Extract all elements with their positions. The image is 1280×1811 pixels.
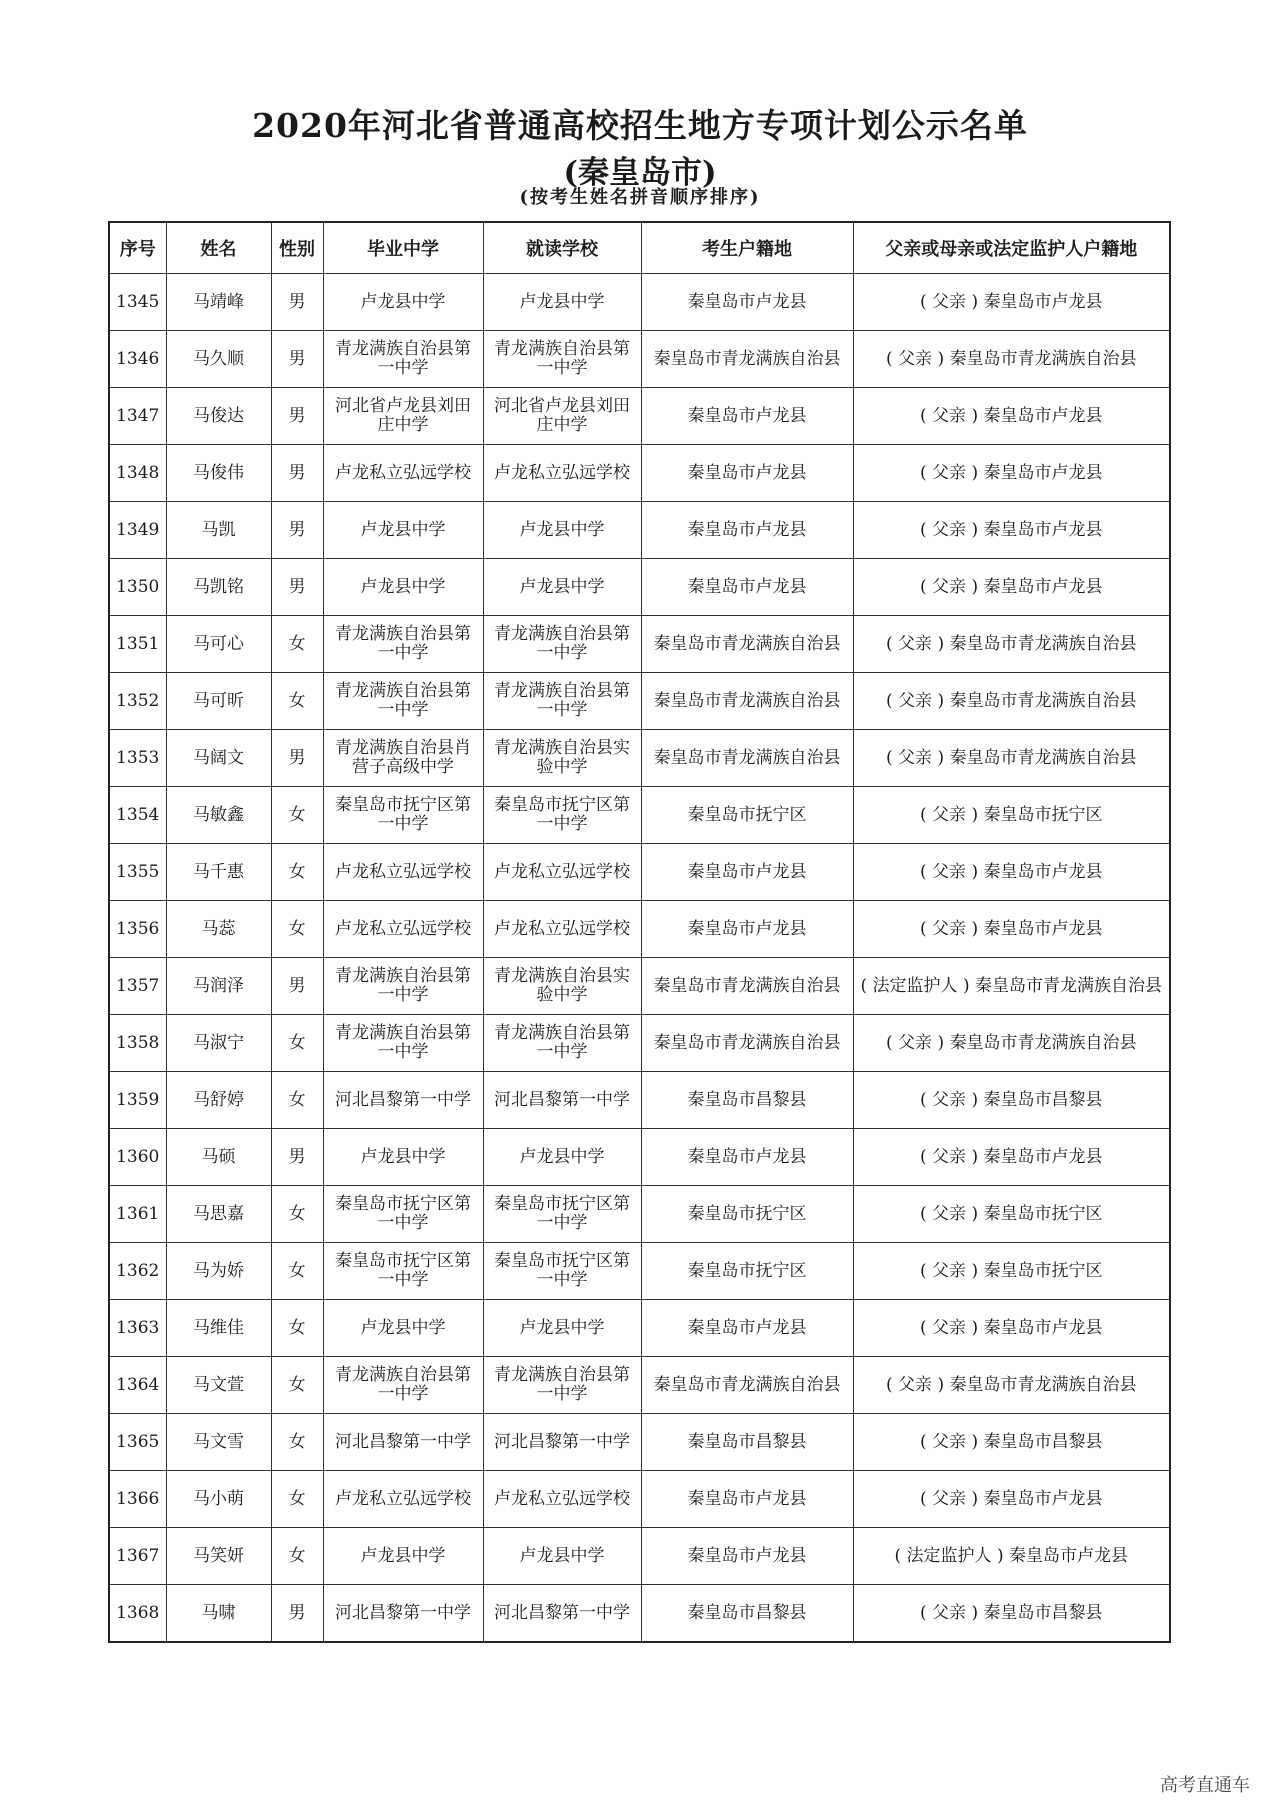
cell-current-school: 卢龙私立弘远学校 <box>483 901 641 958</box>
cell-guardian-hukou: ( 父亲 ) 秦皇岛市青龙满族自治县 <box>853 1015 1170 1072</box>
table-row <box>109 559 1170 616</box>
cell-current-school: 卢龙私立弘远学校 <box>483 844 641 901</box>
cell-guardian-hukou: ( 父亲 ) 秦皇岛市昌黎县 <box>853 1414 1170 1471</box>
cell-student-hukou: 秦皇岛市卢龙县 <box>641 901 853 958</box>
cell-student-hukou: 秦皇岛市青龙满族自治县 <box>641 1357 853 1414</box>
cell-name: 马文雪 <box>166 1414 271 1471</box>
cell-gender: 女 <box>271 1471 323 1528</box>
cell-gender: 女 <box>271 673 323 730</box>
cell-grad-school: 青龙满族自治县第一中学 <box>323 1015 483 1072</box>
cell-no: 1366 <box>109 1471 166 1528</box>
cell-student-hukou: 秦皇岛市卢龙县 <box>641 1129 853 1186</box>
cell-no: 1349 <box>109 502 166 559</box>
table-row <box>109 844 1170 901</box>
cell-current-school: 青龙满族自治县第一中学 <box>483 616 641 673</box>
cell-name: 马思嘉 <box>166 1186 271 1243</box>
table-row <box>109 1015 1170 1072</box>
watermark-text: 高考直通车 <box>1160 1775 1250 1796</box>
cell-guardian-hukou: ( 父亲 ) 秦皇岛市卢龙县 <box>853 388 1170 445</box>
cell-gender: 男 <box>271 1585 323 1643</box>
cell-grad-school: 卢龙县中学 <box>323 1300 483 1357</box>
table-row <box>109 331 1170 388</box>
cell-grad-school: 卢龙县中学 <box>323 274 483 331</box>
cell-grad-school: 卢龙私立弘远学校 <box>323 844 483 901</box>
cell-student-hukou: 秦皇岛市青龙满族自治县 <box>641 616 853 673</box>
cell-current-school: 青龙满族自治县第一中学 <box>483 673 641 730</box>
cell-no: 1359 <box>109 1072 166 1129</box>
cell-no: 1348 <box>109 445 166 502</box>
cell-grad-school: 河北昌黎第一中学 <box>323 1072 483 1129</box>
cell-current-school: 青龙满族自治县实验中学 <box>483 958 641 1015</box>
cell-grad-school: 青龙满族自治县第一中学 <box>323 958 483 1015</box>
table-row <box>109 958 1170 1015</box>
cell-student-hukou: 秦皇岛市青龙满族自治县 <box>641 1015 853 1072</box>
cell-student-hukou: 秦皇岛市抚宁区 <box>641 1243 853 1300</box>
cell-gender: 女 <box>271 844 323 901</box>
table-row <box>109 1471 1170 1528</box>
page-subtitle: (秦皇岛市) <box>563 155 717 191</box>
cell-grad-school: 河北昌黎第一中学 <box>323 1414 483 1471</box>
cell-no: 1355 <box>109 844 166 901</box>
cell-guardian-hukou: ( 父亲 ) 秦皇岛市青龙满族自治县 <box>853 331 1170 388</box>
cell-name: 马阔文 <box>166 730 271 787</box>
cell-grad-school: 秦皇岛市抚宁区第一中学 <box>323 1243 483 1300</box>
cell-grad-school: 青龙满族自治县第一中学 <box>323 1357 483 1414</box>
cell-guardian-hukou: ( 父亲 ) 秦皇岛市昌黎县 <box>853 1072 1170 1129</box>
cell-grad-school: 卢龙私立弘远学校 <box>323 1471 483 1528</box>
table-row <box>109 673 1170 730</box>
table-row <box>109 1300 1170 1357</box>
cell-no: 1363 <box>109 1300 166 1357</box>
column-header-guardian-hukou: 父亲或母亲或法定监护人户籍地 <box>853 222 1170 274</box>
cell-gender: 女 <box>271 1186 323 1243</box>
cell-no: 1357 <box>109 958 166 1015</box>
cell-student-hukou: 秦皇岛市卢龙县 <box>641 844 853 901</box>
cell-gender: 女 <box>271 1243 323 1300</box>
cell-grad-school: 河北昌黎第一中学 <box>323 1585 483 1643</box>
cell-current-school: 河北昌黎第一中学 <box>483 1072 641 1129</box>
column-header-grad-school: 毕业中学 <box>323 222 483 274</box>
roster-table <box>108 221 1171 1643</box>
cell-student-hukou: 秦皇岛市昌黎县 <box>641 1585 853 1643</box>
cell-guardian-hukou: ( 父亲 ) 秦皇岛市卢龙县 <box>853 559 1170 616</box>
cell-name: 马啸 <box>166 1585 271 1643</box>
cell-name: 马为娇 <box>166 1243 271 1300</box>
cell-gender: 男 <box>271 445 323 502</box>
cell-student-hukou: 秦皇岛市卢龙县 <box>641 274 853 331</box>
cell-no: 1358 <box>109 1015 166 1072</box>
cell-current-school: 卢龙县中学 <box>483 1300 641 1357</box>
cell-no: 1346 <box>109 331 166 388</box>
cell-student-hukou: 秦皇岛市青龙满族自治县 <box>641 730 853 787</box>
column-header-current-school: 就读学校 <box>483 222 641 274</box>
cell-name: 马俊伟 <box>166 445 271 502</box>
cell-guardian-hukou: ( 父亲 ) 秦皇岛市卢龙县 <box>853 274 1170 331</box>
table-row <box>109 1186 1170 1243</box>
cell-student-hukou: 秦皇岛市卢龙县 <box>641 559 853 616</box>
cell-gender: 男 <box>271 274 323 331</box>
cell-current-school: 卢龙县中学 <box>483 1528 641 1585</box>
cell-guardian-hukou: ( 父亲 ) 秦皇岛市卢龙县 <box>853 502 1170 559</box>
cell-no: 1345 <box>109 274 166 331</box>
table-row <box>109 901 1170 958</box>
cell-name: 马维佳 <box>166 1300 271 1357</box>
cell-guardian-hukou: ( 父亲 ) 秦皇岛市青龙满族自治县 <box>853 673 1170 730</box>
cell-grad-school: 青龙满族自治县肖营子高级中学 <box>323 730 483 787</box>
cell-grad-school: 卢龙私立弘远学校 <box>323 901 483 958</box>
cell-student-hukou: 秦皇岛市昌黎县 <box>641 1414 853 1471</box>
cell-student-hukou: 秦皇岛市青龙满族自治县 <box>641 673 853 730</box>
cell-guardian-hukou: ( 父亲 ) 秦皇岛市卢龙县 <box>853 844 1170 901</box>
cell-grad-school: 青龙满族自治县第一中学 <box>323 673 483 730</box>
cell-student-hukou: 秦皇岛市卢龙县 <box>641 1300 853 1357</box>
cell-name: 马舒婷 <box>166 1072 271 1129</box>
cell-grad-school: 卢龙县中学 <box>323 502 483 559</box>
cell-student-hukou: 秦皇岛市卢龙县 <box>641 445 853 502</box>
cell-no: 1368 <box>109 1585 166 1643</box>
sort-note: (按考生姓名拼音顺序排序) <box>519 187 761 208</box>
cell-name: 马文萱 <box>166 1357 271 1414</box>
cell-no: 1350 <box>109 559 166 616</box>
cell-grad-school: 青龙满族自治县第一中学 <box>323 331 483 388</box>
cell-guardian-hukou: ( 父亲 ) 秦皇岛市抚宁区 <box>853 1243 1170 1300</box>
cell-guardian-hukou: ( 父亲 ) 秦皇岛市抚宁区 <box>853 1186 1170 1243</box>
cell-name: 马靖峰 <box>166 274 271 331</box>
column-header-name: 姓名 <box>166 222 271 274</box>
cell-student-hukou: 秦皇岛市卢龙县 <box>641 1528 853 1585</box>
cell-no: 1347 <box>109 388 166 445</box>
cell-student-hukou: 秦皇岛市抚宁区 <box>641 787 853 844</box>
cell-name: 马小萌 <box>166 1471 271 1528</box>
cell-current-school: 青龙满族自治县实验中学 <box>483 730 641 787</box>
cell-student-hukou: 秦皇岛市青龙满族自治县 <box>641 958 853 1015</box>
cell-current-school: 青龙满族自治县第一中学 <box>483 1015 641 1072</box>
cell-guardian-hukou: ( 父亲 ) 秦皇岛市卢龙县 <box>853 1300 1170 1357</box>
cell-grad-school: 卢龙县中学 <box>323 1129 483 1186</box>
cell-current-school: 河北昌黎第一中学 <box>483 1414 641 1471</box>
table-row <box>109 730 1170 787</box>
cell-guardian-hukou: ( 法定监护人 ) 秦皇岛市卢龙县 <box>853 1528 1170 1585</box>
cell-student-hukou: 秦皇岛市卢龙县 <box>641 388 853 445</box>
table-row <box>109 1414 1170 1471</box>
cell-guardian-hukou: ( 父亲 ) 秦皇岛市昌黎县 <box>853 1585 1170 1643</box>
cell-name: 马蕊 <box>166 901 271 958</box>
cell-grad-school: 河北省卢龙县刘田庄中学 <box>323 388 483 445</box>
cell-no: 1353 <box>109 730 166 787</box>
table-row <box>109 274 1170 331</box>
cell-gender: 女 <box>271 901 323 958</box>
cell-guardian-hukou: ( 法定监护人 ) 秦皇岛市青龙满族自治县 <box>853 958 1170 1015</box>
cell-gender: 女 <box>271 787 323 844</box>
cell-current-school: 卢龙县中学 <box>483 1129 641 1186</box>
cell-guardian-hukou: ( 父亲 ) 秦皇岛市青龙满族自治县 <box>853 730 1170 787</box>
table-row <box>109 1528 1170 1585</box>
cell-current-school: 秦皇岛市抚宁区第一中学 <box>483 787 641 844</box>
table-row <box>109 787 1170 844</box>
cell-gender: 男 <box>271 388 323 445</box>
cell-no: 1356 <box>109 901 166 958</box>
cell-gender: 男 <box>271 559 323 616</box>
table-row <box>109 502 1170 559</box>
table-row <box>109 616 1170 673</box>
table-body <box>109 274 1170 1643</box>
cell-current-school: 河北省卢龙县刘田庄中学 <box>483 388 641 445</box>
cell-gender: 女 <box>271 1528 323 1585</box>
cell-gender: 女 <box>271 1072 323 1129</box>
cell-no: 1352 <box>109 673 166 730</box>
cell-name: 马凯 <box>166 502 271 559</box>
cell-gender: 女 <box>271 1414 323 1471</box>
cell-guardian-hukou: ( 父亲 ) 秦皇岛市卢龙县 <box>853 445 1170 502</box>
cell-grad-school: 卢龙县中学 <box>323 559 483 616</box>
cell-guardian-hukou: ( 父亲 ) 秦皇岛市卢龙县 <box>853 1129 1170 1186</box>
table-row <box>109 1072 1170 1129</box>
cell-current-school: 秦皇岛市抚宁区第一中学 <box>483 1243 641 1300</box>
cell-name: 马可昕 <box>166 673 271 730</box>
cell-student-hukou: 秦皇岛市抚宁区 <box>641 1186 853 1243</box>
cell-no: 1354 <box>109 787 166 844</box>
table-header-row <box>109 222 1170 274</box>
cell-gender: 女 <box>271 1015 323 1072</box>
column-header-no: 序号 <box>109 222 166 274</box>
cell-no: 1361 <box>109 1186 166 1243</box>
cell-name: 马俊达 <box>166 388 271 445</box>
cell-name: 马硕 <box>166 1129 271 1186</box>
cell-gender: 男 <box>271 331 323 388</box>
cell-name: 马千惠 <box>166 844 271 901</box>
cell-current-school: 青龙满族自治县第一中学 <box>483 1357 641 1414</box>
cell-name: 马润泽 <box>166 958 271 1015</box>
cell-current-school: 卢龙私立弘远学校 <box>483 445 641 502</box>
cell-guardian-hukou: ( 父亲 ) 秦皇岛市卢龙县 <box>853 1471 1170 1528</box>
cell-no: 1362 <box>109 1243 166 1300</box>
table-row <box>109 388 1170 445</box>
cell-no: 1367 <box>109 1528 166 1585</box>
cell-grad-school: 卢龙县中学 <box>323 1528 483 1585</box>
cell-gender: 男 <box>271 730 323 787</box>
cell-current-school: 卢龙私立弘远学校 <box>483 1471 641 1528</box>
table-row <box>109 1243 1170 1300</box>
cell-name: 马凯铭 <box>166 559 271 616</box>
cell-name: 马淑宁 <box>166 1015 271 1072</box>
cell-current-school: 秦皇岛市抚宁区第一中学 <box>483 1186 641 1243</box>
cell-no: 1360 <box>109 1129 166 1186</box>
cell-guardian-hukou: ( 父亲 ) 秦皇岛市抚宁区 <box>853 787 1170 844</box>
cell-gender: 女 <box>271 1357 323 1414</box>
cell-current-school: 河北昌黎第一中学 <box>483 1585 641 1643</box>
cell-guardian-hukou: ( 父亲 ) 秦皇岛市青龙满族自治县 <box>853 1357 1170 1414</box>
cell-gender: 男 <box>271 958 323 1015</box>
table-row <box>109 445 1170 502</box>
cell-name: 马久顺 <box>166 331 271 388</box>
column-header-student-hukou: 考生户籍地 <box>641 222 853 274</box>
cell-gender: 女 <box>271 1300 323 1357</box>
cell-guardian-hukou: ( 父亲 ) 秦皇岛市卢龙县 <box>853 901 1170 958</box>
cell-name: 马笑妍 <box>166 1528 271 1585</box>
cell-gender: 男 <box>271 502 323 559</box>
page-title: 2020年河北省普通高校招生地方专项计划公示名单 <box>252 106 1028 145</box>
cell-name: 马可心 <box>166 616 271 673</box>
cell-grad-school: 秦皇岛市抚宁区第一中学 <box>323 1186 483 1243</box>
column-header-gender: 性别 <box>271 222 323 274</box>
table-row <box>109 1357 1170 1414</box>
cell-student-hukou: 秦皇岛市昌黎县 <box>641 1072 853 1129</box>
cell-no: 1364 <box>109 1357 166 1414</box>
cell-current-school: 卢龙县中学 <box>483 559 641 616</box>
cell-student-hukou: 秦皇岛市青龙满族自治县 <box>641 331 853 388</box>
cell-grad-school: 青龙满族自治县第一中学 <box>323 616 483 673</box>
cell-grad-school: 卢龙私立弘远学校 <box>323 445 483 502</box>
cell-grad-school: 秦皇岛市抚宁区第一中学 <box>323 787 483 844</box>
cell-name: 马敏鑫 <box>166 787 271 844</box>
cell-gender: 男 <box>271 1129 323 1186</box>
table-row <box>109 1585 1170 1643</box>
cell-no: 1365 <box>109 1414 166 1471</box>
cell-student-hukou: 秦皇岛市卢龙县 <box>641 502 853 559</box>
cell-gender: 女 <box>271 616 323 673</box>
cell-current-school: 青龙满族自治县第一中学 <box>483 331 641 388</box>
cell-current-school: 卢龙县中学 <box>483 502 641 559</box>
cell-guardian-hukou: ( 父亲 ) 秦皇岛市青龙满族自治县 <box>853 616 1170 673</box>
cell-student-hukou: 秦皇岛市卢龙县 <box>641 1471 853 1528</box>
cell-current-school: 卢龙县中学 <box>483 274 641 331</box>
table-row <box>109 1129 1170 1186</box>
cell-no: 1351 <box>109 616 166 673</box>
